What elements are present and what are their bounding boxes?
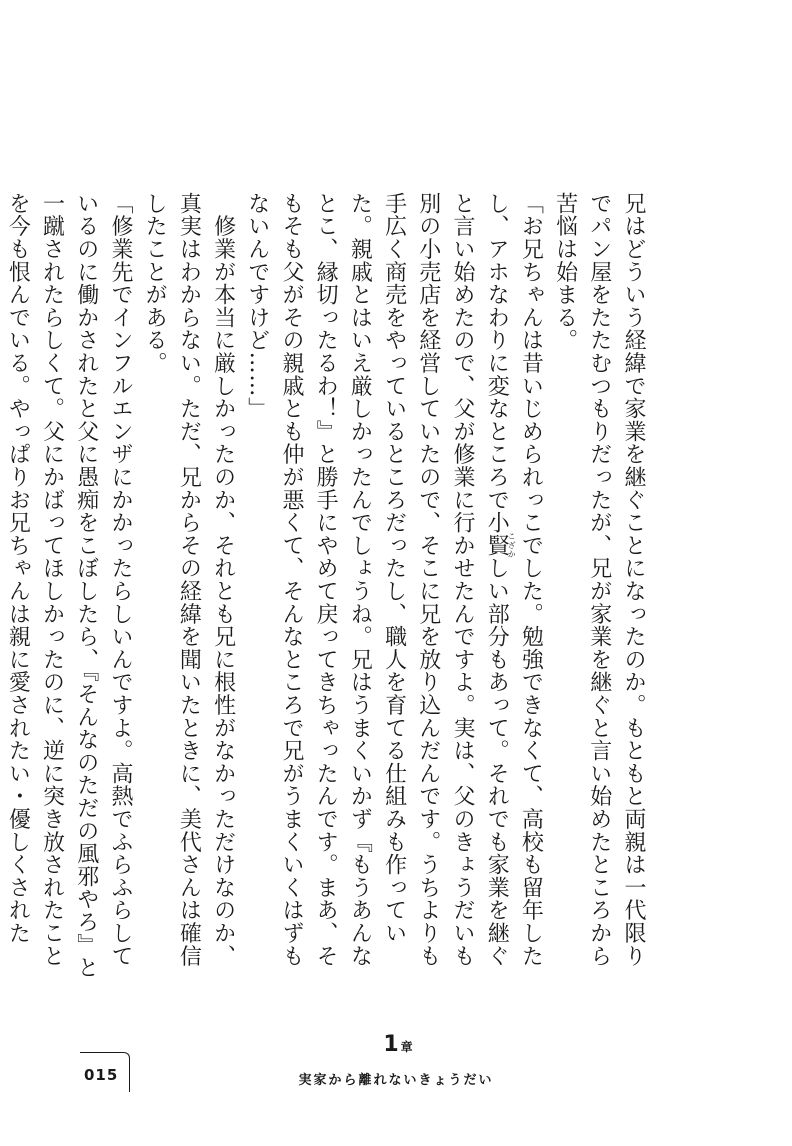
ruby-annotation: 賢こざか [484, 532, 517, 559]
ruby-reading: こざか [507, 532, 517, 559]
paragraph: 修業が本当に厳しかったのか、それとも兄に根性がなかっただけなのか、真実はわからない。ただ、兄からその経緯を聞いたときに、美代さんは確信したことがある。 [142, 192, 236, 968]
paragraph: 兄はどういう経緯で家業を継ぐことになったのか。もともと両親は一代限りでパン屋をたたむつもりだったが、兄が家業を継ぐと言い始めたところから苦悩は始まる。 [552, 192, 646, 968]
chapter-unit: 章 [400, 1040, 413, 1054]
page-number-rule [80, 1052, 124, 1053]
paragraph: 「修業先でインフルエンザにかかったらしいんですよ。高熱でふらふらしているのに働かされたと父に愚痴をこぼしたら、『そんなのただの風邪やろ』と一蹴されたらしくて。父にかばってほしかったのに、逆に突き放されたことを今も恨んでいる。やっぱりお兄ちゃんは親に愛されたい・優しくされた [5, 192, 133, 979]
chapter-title: 実家から離れないきょうだい [298, 1073, 494, 1088]
body-text [5, 192, 650, 982]
page-number-rule-corner [124, 1052, 130, 1092]
paragraph: 「お兄ちゃんは昔いじめられっこでした。勉強できなくて、高校も留年したし、アホなわりに変なところで小賢こざかしい部分もあって。それでも家業を継ぐと言い始めたので、父が修業に行かせたんですよ。実は、父のきょうだいも別の小売店を経営していたので、そこに兄を放り込んだんです。うちよりも手広く商売をやっているところだったし、職人を育てる仕組みも作っていた。親戚とはいえ厳しかったんでしょうね。兄はうまくいかず『もうあんなとこ、縁切ったるわ！』と勝手にやめて戻ってきちゃったんです。まあ、そもそも父がその親戚とも仲が悪くて、そんなところで兄がうまくいくはずもないんですけど……」 [244, 192, 544, 968]
chapter-number: 1 [383, 1032, 399, 1057]
page-number: 015 [84, 1066, 119, 1084]
chapter-label [358, 1032, 438, 1057]
